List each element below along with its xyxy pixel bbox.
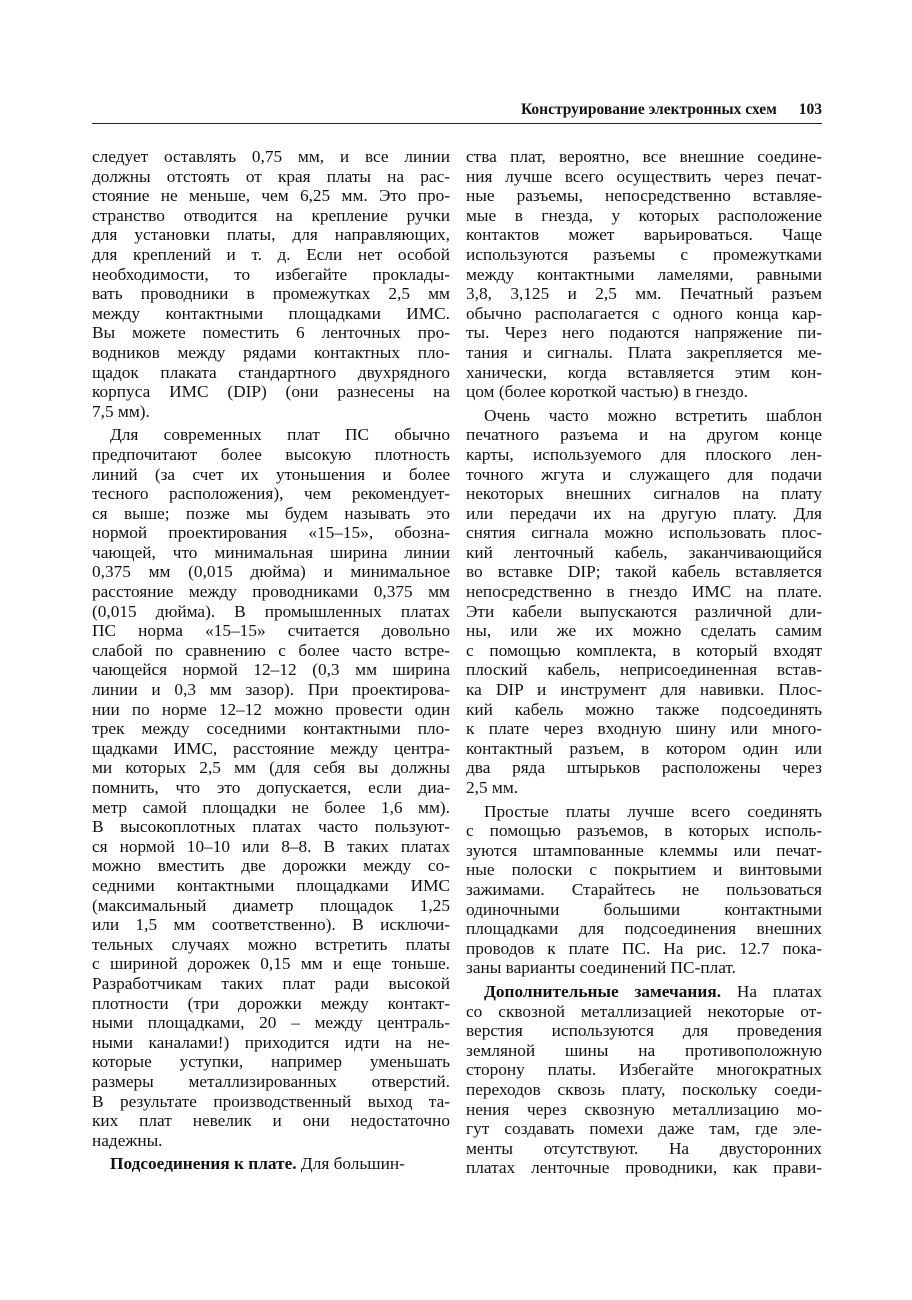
text-line: печатного разъема и на другом конце (466, 425, 822, 445)
section-paragraph (92, 1154, 450, 1174)
text-line: обычно располагается с одного конца кар- (466, 303, 822, 323)
text-line: снятия сигнала можно использовать плос- (466, 523, 822, 543)
running-header-title: Конструирование электронных схем (520, 101, 777, 118)
text-line: Простые платы лучше всего соединять (484, 801, 822, 821)
text-line: цом (более короткой частью) в гнездо. (466, 382, 748, 402)
text-line: чающей, что минимальная ширина линии (92, 542, 450, 562)
text-line: линий (за счет их утоньшения и более (92, 464, 450, 484)
text-line: проводов к плате ПС. На рис. 12.7 пока- (466, 938, 822, 958)
text-line: нии по норме 12–12 можно провести один (92, 699, 450, 719)
text-line: тания и сигналы. Плата закрепляется ме- (466, 342, 822, 362)
text-line: ханически, когда вставляется этим кон- (466, 362, 822, 382)
text-line: слабой по сравнению с более часто встре- (92, 640, 450, 660)
text-line: помнить, что это допускается, если диа- (92, 778, 450, 797)
run-in-heading: Дополнительные замечания. (484, 981, 722, 1001)
text-line: менты отсутствуют. На двусторонних (466, 1138, 822, 1158)
text-line: В результате производственный выход та- (92, 1091, 450, 1111)
text-line: во вставке DIP; такой кабель вставляется (466, 562, 822, 582)
text-line: (максимальный диаметр площадок 1,25 (92, 895, 450, 915)
text-line: платах ленточные проводники, как прави- (466, 1158, 822, 1178)
text-line: ными площадками, 20 – между централь- (92, 1013, 450, 1033)
text-line: 2,5 мм. (466, 778, 519, 797)
text-line: надежны. (92, 1130, 163, 1150)
text-line-rest: На платах (721, 981, 822, 1001)
text-line: Очень часто можно встретить шаблон (484, 405, 822, 425)
left-column (92, 147, 450, 1178)
text-line: ния лучше всего осуществить через печат- (466, 166, 822, 186)
text-line: чающейся нормой 12–12 (0,3 мм ширина (92, 660, 450, 680)
text-line: плоский кабель, неприсоединенная встав- (466, 660, 822, 680)
text-line: трек между соседними контактными пло- (92, 719, 450, 739)
text-line: к плате через входную шину или много- (466, 719, 822, 739)
text-line: щадок плаката стандартного двухрядного (92, 362, 450, 382)
text-line: ными каналами!) приходится идти на не- (92, 1032, 450, 1052)
text-line: с помощью разъемов, в которых исполь- (466, 821, 822, 841)
paragraph (92, 147, 450, 421)
text-line: кий кабель можно также подсоединять (466, 699, 822, 719)
text-line: или 1,5 мм соответственно). В исключи- (92, 915, 450, 935)
text-line: переходов сквозь плату, поскольку соеди- (466, 1079, 822, 1099)
text-line: верстия используются для проведения (466, 1021, 822, 1041)
text-line: ные полоски с покрытием и винтовыми (466, 860, 822, 880)
text-line: линии и 0,3 мм зазор). При проектирова- (92, 680, 450, 700)
text-line: одиночными большими контактными (466, 899, 822, 919)
text-line: вать проводники в промежутках 2,5 мм (92, 284, 450, 304)
text-line: зуются штампованные клеммы или печат- (466, 840, 822, 860)
text-line: для установки платы, для направляющих, (92, 225, 450, 245)
text-line: следует оставлять 0,75 мм, и все линии (92, 147, 450, 166)
text-line: ся нормой 10–10 или 8–8. В таких платах (92, 836, 450, 856)
text-line: для креплений и т. д. Если нет особой (92, 244, 450, 264)
text-line: кий ленточный кабель, заканчивающийся (466, 542, 822, 562)
text-line: щадками ИМС, расстояние между центра- (92, 738, 450, 758)
text-line: ПС норма «15–15» считается довольно (92, 621, 450, 641)
text-line: гут создавать помехи даже там, где эле- (466, 1119, 822, 1139)
text-line: должны отстоять от края платы на рас- (92, 166, 450, 186)
text-line: ства плат, вероятно, все внешние соедине- (466, 147, 822, 166)
text-line: два ряда штырьков расположены через (466, 758, 822, 778)
text-line: площадками для подсоединения внешних (466, 919, 822, 939)
text-line: ких плат невелик и они недостаточно (92, 1111, 450, 1131)
text-line: между контактными ламелями, равными (466, 264, 822, 284)
text-line: метр самой площадки не более 1,6 мм). (92, 797, 450, 817)
text-line: (0,015 дюйма). В промышленных платах (92, 601, 450, 621)
text-line: нормой проектирования «15–15», обозна- (92, 523, 450, 543)
paragraph (92, 425, 450, 1150)
text-line: 7,5 мм). (92, 401, 150, 421)
paragraph (466, 147, 822, 402)
text-line: седними контактными площадками ИМС (92, 875, 450, 895)
text-line: водников между рядами контактных пло- (92, 342, 450, 362)
text-line: Вы можете поместить 6 ленточных про- (92, 323, 450, 343)
text-line: или передачи их на другую плату. Для (466, 503, 822, 523)
text-line: корпуса ИМС (DIP) (они разнесены на (92, 382, 450, 402)
text-line: ка DIP и инструмент для навивки. Плос- (466, 680, 822, 700)
text-line: Для современных плат ПС обычно (110, 425, 450, 445)
text-line: заны варианты соединений ПС-плат. (466, 958, 736, 978)
text-line: ся выше; позже мы будем называть это (92, 503, 450, 523)
text-line: ны, или же их можно сделать самим (466, 621, 822, 641)
text-line: сторону платы. Избегайте многократных (466, 1060, 822, 1080)
text-line: тесного расположения), чем рекомендует- (92, 484, 450, 504)
text-line: которые уступки, например уменьшать (92, 1052, 450, 1072)
text-line: ные разъемы, непосредственно вставляе- (466, 186, 822, 206)
text-line: ты. Через него подаются напряжение пи- (466, 323, 822, 343)
section-paragraph (466, 982, 822, 1178)
text-line: расстояние между проводниками 0,375 мм (92, 582, 450, 602)
text-line: между контактными площадками ИМС. (92, 303, 450, 323)
right-column (466, 147, 822, 1182)
run-in-heading: Подсоединения к плате. (110, 1154, 297, 1174)
text-line: зажимами. Старайтесь не пользоваться (466, 879, 822, 899)
text-line: 0,375 мм (0,015 дюйма) и минимальное (92, 562, 450, 582)
page-number: 103 (798, 101, 822, 118)
text-line: карты, используемого для плоского лен- (466, 444, 822, 464)
text-line: контактов может варьироваться. Чаще (466, 225, 822, 245)
text-line: странство отводится на крепление ручки (92, 205, 450, 225)
text-line: размеры металлизированных отверстий. (92, 1071, 450, 1091)
text-line: В высокоплотных платах часто пользуют- (92, 817, 450, 837)
text-line: непосредственно в гнездо ИМС на плате. (466, 582, 822, 602)
text-line: нения через сквозную металлизацию мо- (466, 1099, 822, 1119)
text-line: используются разъемы с промежутками (466, 244, 822, 264)
text-line: со сквозной металлизацией некоторые от- (466, 1001, 822, 1021)
text-line: стояние не меньше, чем 6,25 мм. Это про- (92, 186, 450, 206)
text-line: некоторых внешних сигналов на плату (466, 484, 822, 504)
text-line: тельных случаях можно встретить платы (92, 934, 450, 954)
text-line (466, 982, 822, 1002)
running-header (92, 101, 822, 124)
text-line: плотности (три дорожки между контакт- (92, 993, 450, 1013)
text-line: можно вместить две дорожки между со- (92, 856, 450, 876)
text-line-rest: Для большин- (296, 1154, 405, 1174)
text-line: Разработчикам таких плат ради высокой (92, 973, 450, 993)
text-line: 3,8, 3,125 и 2,5 мм. Печатный разъем (466, 284, 822, 304)
paragraph (466, 406, 822, 798)
text-line: ми которых 2,5 мм (для себя вы должны (92, 758, 450, 778)
text-line: Эти кабели выпускаются различной дли- (466, 601, 822, 621)
paragraph (466, 802, 822, 978)
text-line: необходимости, то избегайте проклады- (92, 264, 450, 284)
text-line: с помощью комплекта, в который входят (466, 640, 822, 660)
text-line: точного жгута и служащего для подачи (466, 464, 822, 484)
text-line: с шириной дорожек 0,15 мм и еще тоньше. (92, 954, 450, 974)
text-line: мые в гнезда, у которых расположение (466, 205, 822, 225)
text-line: предпочитают более высокую плотность (92, 444, 450, 464)
text-line (92, 1154, 450, 1174)
text-line: контактный разъем, в котором один или (466, 738, 822, 758)
text-line: земляной шины на противоположную (466, 1040, 822, 1060)
